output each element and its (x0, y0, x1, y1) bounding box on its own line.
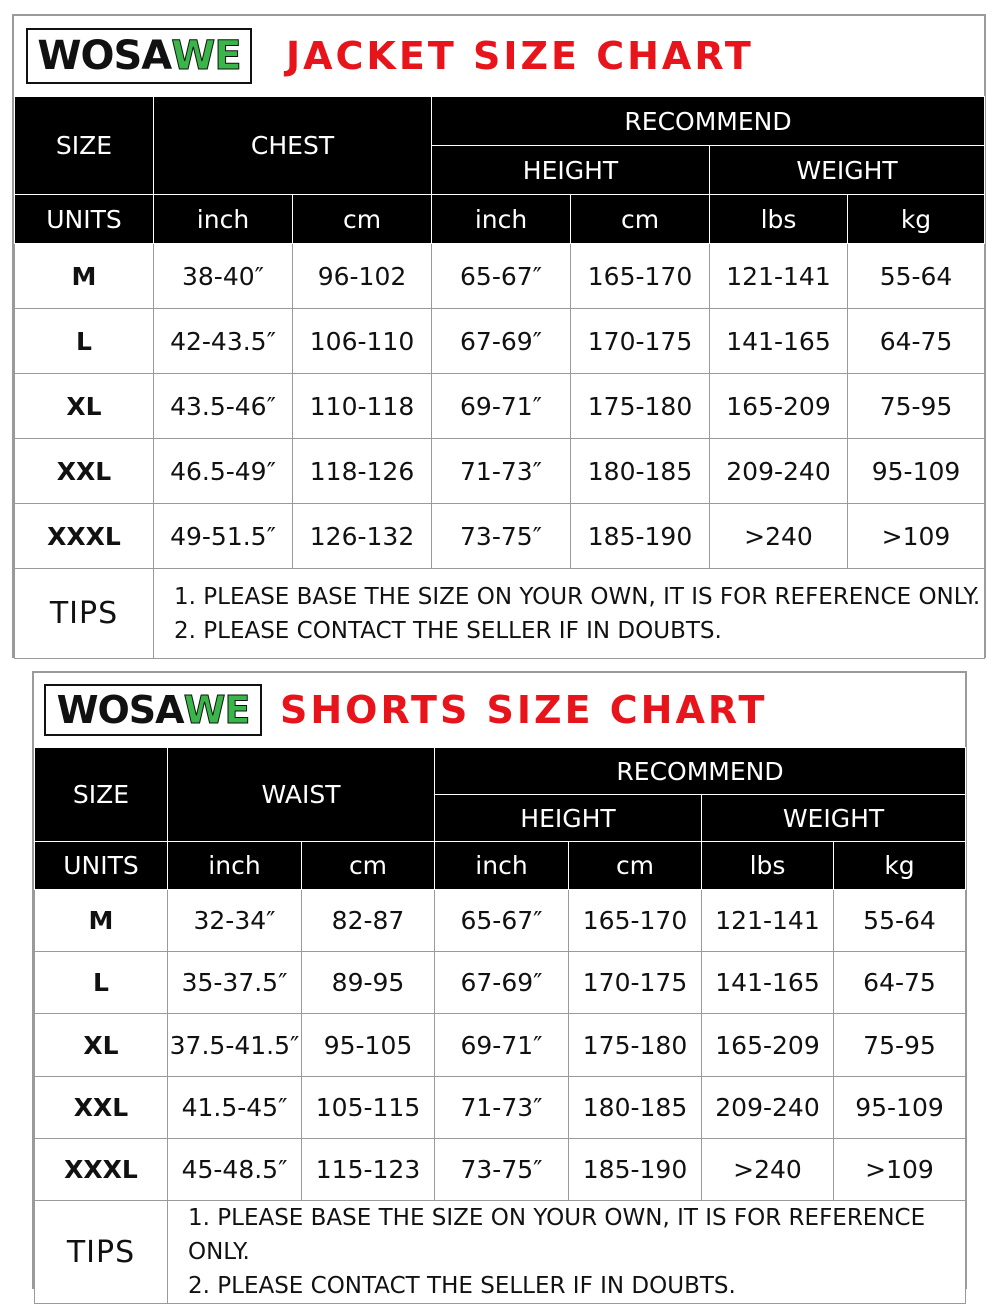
value-cell: 75-95 (834, 1014, 966, 1077)
size-cell: M (15, 244, 154, 309)
size-cell: L (35, 952, 168, 1014)
value-cell: 64-75 (848, 309, 985, 374)
value-cell: 73-75″ (432, 504, 571, 569)
weight-header: WEIGHT (702, 795, 966, 842)
table-row (35, 1077, 966, 1139)
chart-title: JACKET SIZE CHART (286, 34, 754, 78)
chart-header (14, 16, 984, 96)
value-cell: 67-69″ (435, 952, 569, 1014)
recommend-header: RECOMMEND (435, 748, 966, 795)
size-cell: XL (15, 374, 154, 439)
size-table (34, 747, 966, 1304)
value-cell: 38-40″ (154, 244, 293, 309)
value-cell: 35-37.5″ (168, 952, 302, 1014)
jacket-size-chart (12, 14, 986, 658)
value-cell: 209-240 (710, 439, 848, 504)
tips-row (15, 569, 985, 659)
size-header: SIZE (15, 97, 154, 195)
value-cell: 180-185 (571, 439, 710, 504)
value-cell: 96-102 (293, 244, 432, 309)
value-cell: 170-175 (569, 952, 702, 1014)
size-cell: XXL (15, 439, 154, 504)
value-cell: 185-190 (569, 1139, 702, 1201)
tips-row (35, 1201, 966, 1304)
value-cell: 32-34″ (168, 890, 302, 952)
table-row (15, 374, 985, 439)
value-cell: 105-115 (302, 1077, 435, 1139)
unit-cell: cm (293, 195, 432, 244)
size-cell: XXXL (35, 1139, 168, 1201)
height-header: HEIGHT (432, 146, 710, 195)
unit-cell: inch (168, 842, 302, 890)
value-cell: 165-170 (569, 890, 702, 952)
tip-line: 2. PLEASE CONTACT THE SELLER IF IN DOUBTS. (174, 617, 722, 644)
value-cell: 170-175 (571, 309, 710, 374)
tip-line: 1. PLEASE BASE THE SIZE ON YOUR OWN, IT IS FOR REFERENCE ONLY. (188, 1205, 926, 1265)
shorts-size-chart (32, 671, 967, 1299)
unit-cell: cm (571, 195, 710, 244)
units-row (15, 195, 985, 244)
value-cell: 49-51.5″ (154, 504, 293, 569)
brand-logo: WOSA WE (44, 684, 262, 736)
table-row (15, 439, 985, 504)
value-cell: 65-67″ (435, 890, 569, 952)
tips-label: TIPS (15, 569, 154, 659)
value-cell: 175-180 (571, 374, 710, 439)
value-cell: >109 (834, 1139, 966, 1201)
table-row (15, 504, 985, 569)
tips-label: TIPS (35, 1201, 168, 1304)
value-cell: 46.5-49″ (154, 439, 293, 504)
value-cell: 45-48.5″ (168, 1139, 302, 1201)
units-label: UNITS (35, 842, 168, 890)
unit-cell: inch (432, 195, 571, 244)
unit-cell: cm (569, 842, 702, 890)
unit-cell: lbs (702, 842, 834, 890)
value-cell: 73-75″ (435, 1139, 569, 1201)
size-header: SIZE (35, 748, 168, 842)
measure-header: CHEST (154, 97, 432, 195)
value-cell: 89-95 (302, 952, 435, 1014)
value-cell: >109 (848, 504, 985, 569)
value-cell: 95-105 (302, 1014, 435, 1077)
table-row (35, 1139, 966, 1201)
value-cell: 75-95 (848, 374, 985, 439)
value-cell: 209-240 (702, 1077, 834, 1139)
value-cell: 141-165 (702, 952, 834, 1014)
unit-cell: inch (435, 842, 569, 890)
value-cell: 165-209 (710, 374, 848, 439)
value-cell: 126-132 (293, 504, 432, 569)
value-cell: 82-87 (302, 890, 435, 952)
value-cell: 65-67″ (432, 244, 571, 309)
weight-header: WEIGHT (710, 146, 985, 195)
value-cell: 69-71″ (435, 1014, 569, 1077)
units-row (35, 842, 966, 890)
value-cell: 95-109 (834, 1077, 966, 1139)
value-cell: 71-73″ (432, 439, 571, 504)
value-cell: 141-165 (710, 309, 848, 374)
value-cell: 106-110 (293, 309, 432, 374)
unit-cell: kg (848, 195, 985, 244)
value-cell: 71-73″ (435, 1077, 569, 1139)
size-table (14, 96, 985, 659)
value-cell: 165-170 (571, 244, 710, 309)
height-header: HEIGHT (435, 795, 702, 842)
value-cell: 118-126 (293, 439, 432, 504)
value-cell: 55-64 (848, 244, 985, 309)
measure-header: WAIST (168, 748, 435, 842)
unit-cell: inch (154, 195, 293, 244)
unit-cell: kg (834, 842, 966, 890)
value-cell: 95-109 (848, 439, 985, 504)
units-label: UNITS (15, 195, 154, 244)
value-cell: 175-180 (569, 1014, 702, 1077)
unit-cell: lbs (710, 195, 848, 244)
value-cell: 67-69″ (432, 309, 571, 374)
chart-header (34, 673, 965, 747)
tips-text (168, 1201, 966, 1304)
value-cell: 69-71″ (432, 374, 571, 439)
value-cell: 121-141 (710, 244, 848, 309)
chart-title: SHORTS SIZE CHART (280, 688, 768, 732)
brand-logo: WOSA WE (26, 28, 252, 84)
value-cell: 42-43.5″ (154, 309, 293, 374)
tip-line: 1. PLEASE BASE THE SIZE ON YOUR OWN, IT IS FOR REFERENCE ONLY. (174, 583, 981, 610)
value-cell: 37.5-41.5″ (168, 1014, 302, 1077)
value-cell: 64-75 (834, 952, 966, 1014)
value-cell: 180-185 (569, 1077, 702, 1139)
table-row (35, 1014, 966, 1077)
table-row (35, 890, 966, 952)
tips-text (154, 569, 985, 659)
value-cell: >240 (702, 1139, 834, 1201)
value-cell: 121-141 (702, 890, 834, 952)
value-cell: 115-123 (302, 1139, 435, 1201)
value-cell: 55-64 (834, 890, 966, 952)
value-cell: >240 (710, 504, 848, 569)
value-cell: 165-209 (702, 1014, 834, 1077)
size-cell: XXL (35, 1077, 168, 1139)
size-cell: L (15, 309, 154, 374)
table-row (35, 952, 966, 1014)
value-cell: 185-190 (571, 504, 710, 569)
value-cell: 41.5-45″ (168, 1077, 302, 1139)
unit-cell: cm (302, 842, 435, 890)
size-cell: XXXL (15, 504, 154, 569)
value-cell: 43.5-46″ (154, 374, 293, 439)
table-row (15, 309, 985, 374)
recommend-header: RECOMMEND (432, 97, 985, 146)
table-row (15, 244, 985, 309)
value-cell: 110-118 (293, 374, 432, 439)
size-cell: XL (35, 1014, 168, 1077)
size-cell: M (35, 890, 168, 952)
tip-line: 2. PLEASE CONTACT THE SELLER IF IN DOUBTS. (188, 1273, 736, 1299)
